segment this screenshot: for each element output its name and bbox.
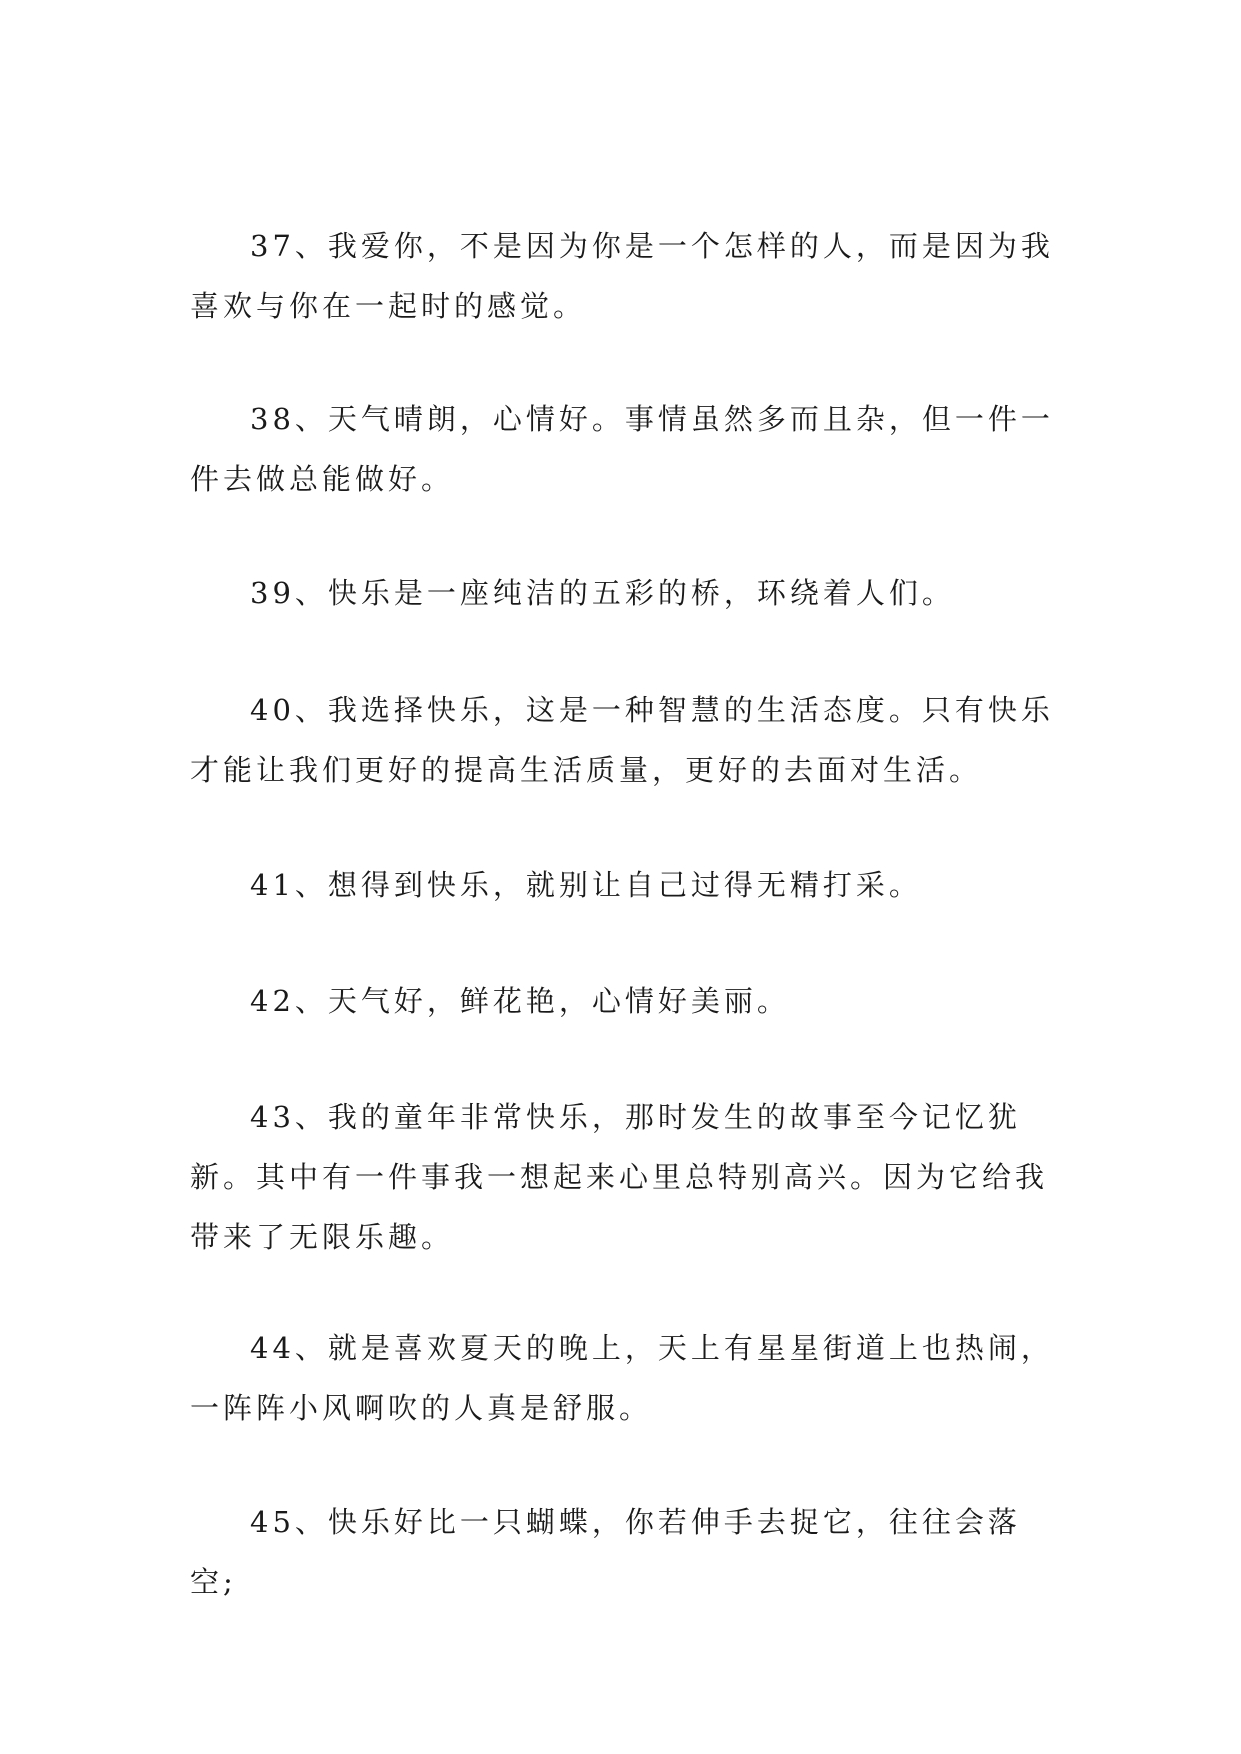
paragraph-42: 42、天气好，鲜花艳，心情好美丽。: [250, 984, 790, 1018]
paragraph-41: 41、想得到快乐，就别让自己过得无精打采。: [250, 868, 922, 902]
paragraph-45: 45、快乐好比一只蝴蝶，你若伸手去捉它，往往会落空;: [190, 1505, 1021, 1599]
paragraph-43: 43、我的童年非常快乐，那时发生的故事至今记忆犹新。其中有一件事我一想起来心里总特别高兴。因为它给我带来了无限乐趣。: [190, 1100, 1049, 1254]
paragraph-39: 39、快乐是一座纯洁的五彩的桥，环绕着人们。: [250, 576, 955, 610]
paragraph-38: 38、天气晴朗，心情好。事情虽然多而且杂，但一件一件去做总能做好。: [190, 402, 1054, 496]
paragraph-40: 40、我选择快乐，这是一种智慧的生活态度。只有快乐才能让我们更好的提高生活质量，更好的去面对生活。: [190, 693, 1054, 787]
paragraph-37: 37、我爱你，不是因为你是一个怎样的人，而是因为我喜欢与你在一起时的感觉。: [190, 229, 1054, 323]
paragraph-44: 44、就是喜欢夏天的晚上，天上有星星街道上也热闹，一阵阵小风啊吹的人真是舒服。: [190, 1331, 1054, 1425]
